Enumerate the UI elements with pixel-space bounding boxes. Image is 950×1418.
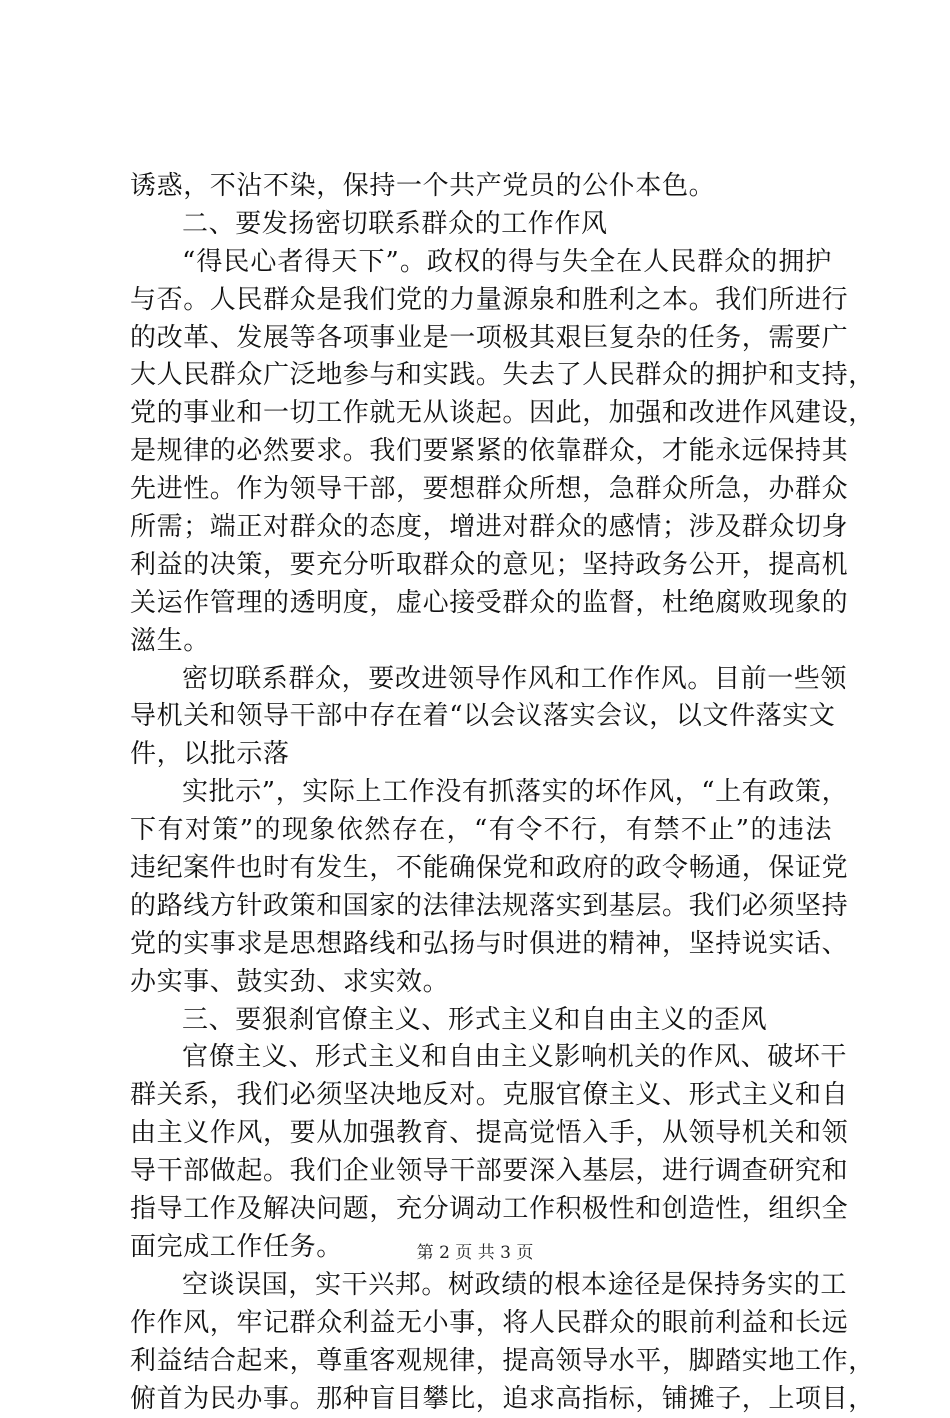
text-line: 空谈误国，实干兴邦。树政绩的根本途径是保持务实的工 [130,1267,832,1305]
text-line: 作作风，牢记群众利益无小事，将人民群众的眼前利益和长远 [130,1305,832,1343]
text-line: 所需；端正对群众的态度，增进对群众的感情；涉及群众切身 [130,509,832,547]
text-line: 俯首为民办事。那种盲目攀比，追求高指标，铺摊子，上项目， [130,1381,832,1418]
text-line: 密切联系群众，要改进领导作风和工作作风。目前一些领 [130,661,832,699]
text-line: 先进性。作为领导干部，要想群众所想，急群众所急，办群众 [130,471,832,509]
text-line: 大人民群众广泛地参与和实践。失去了人民群众的拥护和支持， [130,357,832,395]
text-line: 官僚主义、形式主义和自由主义影响机关的作风、破坏干 [130,1039,832,1077]
text-line: 滋生。 [130,623,832,661]
text-line: 由主义作风，要从加强教育、提高觉悟入手，从领导机关和领 [130,1115,832,1153]
text-line: 的改革、发展等各项事业是一项极其艰巨复杂的任务，需要广 [130,320,832,358]
text-line: 二、要发扬密切联系群众的工作作风 [130,206,832,244]
text-line: 群关系，我们必须坚决地反对。克服官僚主义、形式主义和自 [130,1077,832,1115]
text-line: 是规律的必然要求。我们要紧紧的依靠群众，才能永远保持其 [130,433,832,471]
text-line: 利益的决策，要充分听取群众的意见；坚持政务公开，提高机 [130,547,832,585]
text-line: 件，以批示落 [130,736,832,774]
text-line: 利益结合起来，尊重客观规律，提高领导水平，脚踏实地工作， [130,1343,832,1381]
text-line: 指导工作及解决问题，充分调动工作积极性和创造性，组织全 [130,1191,832,1229]
text-line: 与否。人民群众是我们党的力量源泉和胜利之本。我们所进行 [130,282,832,320]
text-line: 下有对策”的现象依然存在，“有令不行，有禁不止”的违法 [130,812,832,850]
text-line: 面完成工作任务。 [130,1229,832,1267]
text-line: “得民心者得天下”。政权的得与失全在人民群众的拥护 [130,244,832,282]
text-line: 导机关和领导干部中存在着“以会议落实会议，以文件落实文 [130,698,832,736]
text-line: 关运作管理的透明度，虚心接受群众的监督，杜绝腐败现象的 [130,585,832,623]
text-line: 实批示”，实际上工作没有抓落实的坏作风，“上有政策， [130,774,832,812]
text-line: 党的实事求是思想路线和弘扬与时俱进的精神，坚持说实话、 [130,926,832,964]
text-line: 导干部做起。我们企业领导干部要深入基层，进行调查研究和 [130,1153,832,1191]
text-line: 党的事业和一切工作就无从谈起。因此，加强和改进作风建设， [130,395,832,433]
text-line: 三、要狠刹官僚主义、形式主义和自由主义的歪风 [130,1002,832,1040]
page-number-footer: 第 2 页 共 3 页 [0,1242,950,1264]
text-line: 办实事、鼓实劲、求实效。 [130,964,832,1002]
document-body [130,168,832,1418]
text-line: 的路线方针政策和国家的法律法规落实到基层。我们必须坚持 [130,888,832,926]
text-line: 违纪案件也时有发生，不能确保党和政府的政令畅通，保证党 [130,850,832,888]
text-line: 诱惑，不沾不染，保持一个共产党员的公仆本色。 [130,168,832,206]
